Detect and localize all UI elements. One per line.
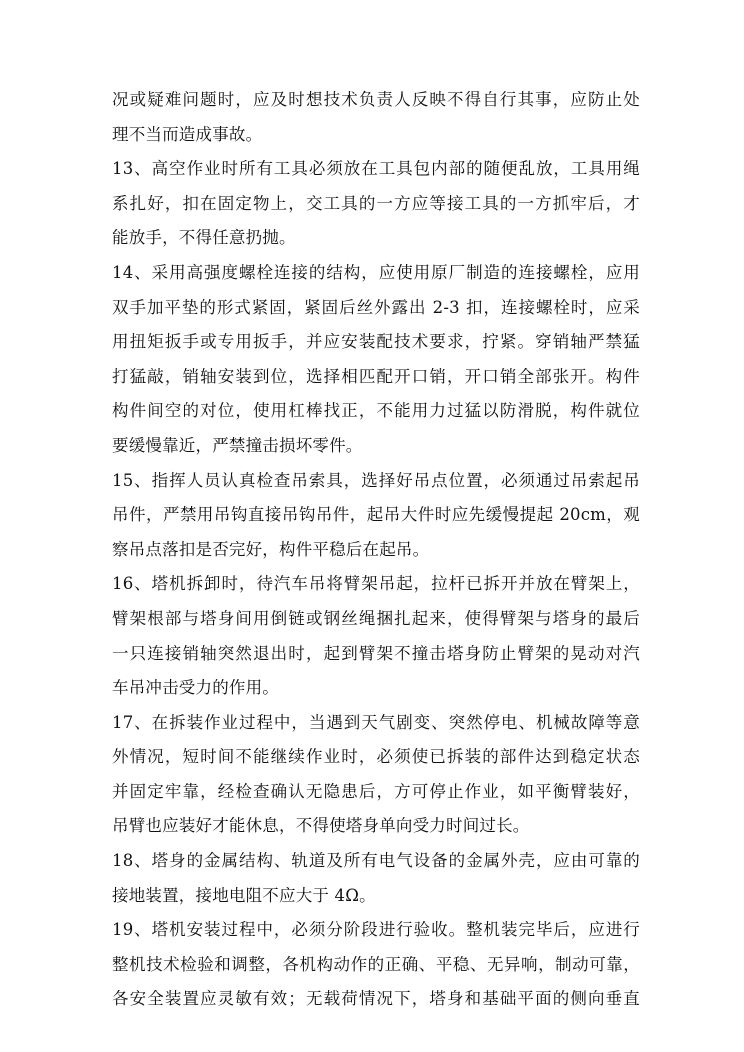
text-line: 要缓慢靠近，严禁撞击损坏零件。 xyxy=(112,435,363,455)
text-line: 系扎好，扣在固定物上，交工具的一方应等接工具的一方抓牢后，才 xyxy=(112,193,640,213)
text-line: 用扭矩扳手或专用扳手，并应安装配技术要求，拧紧。穿销轴严禁猛 xyxy=(112,332,640,352)
paragraph-19 xyxy=(112,913,640,1017)
text-line: 况或疑难问题时，应及时想技术负责人反映不得自行其事，应防止处 xyxy=(112,90,640,109)
text-line: 外情况，短时间不能继续作业时，必须使已拆装的部件达到稳定状态 xyxy=(112,747,640,767)
text-line: 理不当而造成事故。 xyxy=(112,124,263,144)
text-line: 双手加平垫的形式紧固，紧固后丝外露出 2-3 扣，连接螺栓时，应采 xyxy=(112,297,640,317)
text-line: 构件间空的对位，使用杠棒找正，不能用力过猛以防滑脱，构件就位 xyxy=(112,401,640,421)
text-line: 19、塔机安装过程中，必须分阶段进行验收。整机装完毕后，应进行 xyxy=(112,920,640,940)
paragraph-17 xyxy=(112,706,640,844)
paragraph-15 xyxy=(112,464,640,568)
text-line: 18、塔身的金属结构、轨道及所有电气设备的金属外壳，应由可靠的 xyxy=(112,851,640,871)
text-line: 17、在拆装作业过程中，当遇到天气剧变、突然停电、机械故障等意 xyxy=(112,712,640,732)
paragraph-16 xyxy=(112,567,640,705)
text-line: 一只连接销轴突然退出时，起到臂架不撞击塔身防止臂架的晃动对汽 xyxy=(112,643,640,663)
text-line: 14、采用高强度螺栓连接的结构，应使用原厂制造的连接螺栓，应用 xyxy=(112,262,640,282)
paragraph-13 xyxy=(112,152,640,256)
text-line: 13、高空作业时所有工具必须放在工具包内部的随便乱放，工具用绳 xyxy=(112,159,640,179)
text-line: 各安全装置应灵敏有效；无载荷情况下，塔身和基础平面的侧向垂直 xyxy=(112,989,640,1009)
paragraph-14 xyxy=(112,256,640,464)
text-line: 打猛敲，销轴安装到位，选择相匹配开口销，开口销全部张开。构件 xyxy=(112,366,640,386)
text-line: 吊臂也应装好才能休息，不得使塔身单向受力时间过长。 xyxy=(112,816,530,836)
paragraph-18 xyxy=(112,844,640,913)
text-line: 接地装置，接地电阻不应大于 4Ω。 xyxy=(112,885,376,905)
text-line: 并固定牢靠，经检查确认无隐患后，方可停止作业，如平衡臂装好， xyxy=(112,781,640,801)
text-line: 16、塔机拆卸时，待汽车吊将臂架吊起，拉杆已拆开并放在臂架上， xyxy=(112,574,640,594)
text-line: 车吊冲击受力的作用。 xyxy=(112,678,279,698)
text-line: 能放手，不得任意扔抛。 xyxy=(112,228,296,248)
text-line: 15、指挥人员认真检查吊索具，选择好吊点位置，必须通过吊索起吊 xyxy=(112,470,640,490)
text-line: 整机技术检验和调整，各机构动作的正确、平稳、无异响，制动可靠， xyxy=(112,954,640,974)
text-line: 吊件，严禁用吊钩直接吊钩吊件，起吊大件时应先缓慢提起 20cm，观 xyxy=(112,505,640,525)
text-line: 臂架根部与塔身间用倒链或钢丝绳捆扎起来，使得臂架与塔身的最后 xyxy=(112,608,640,628)
paragraph-continuation xyxy=(112,83,640,152)
document-body xyxy=(112,83,640,1017)
text-line: 察吊点落扣是否完好，构件平稳后在起吊。 xyxy=(112,539,430,559)
